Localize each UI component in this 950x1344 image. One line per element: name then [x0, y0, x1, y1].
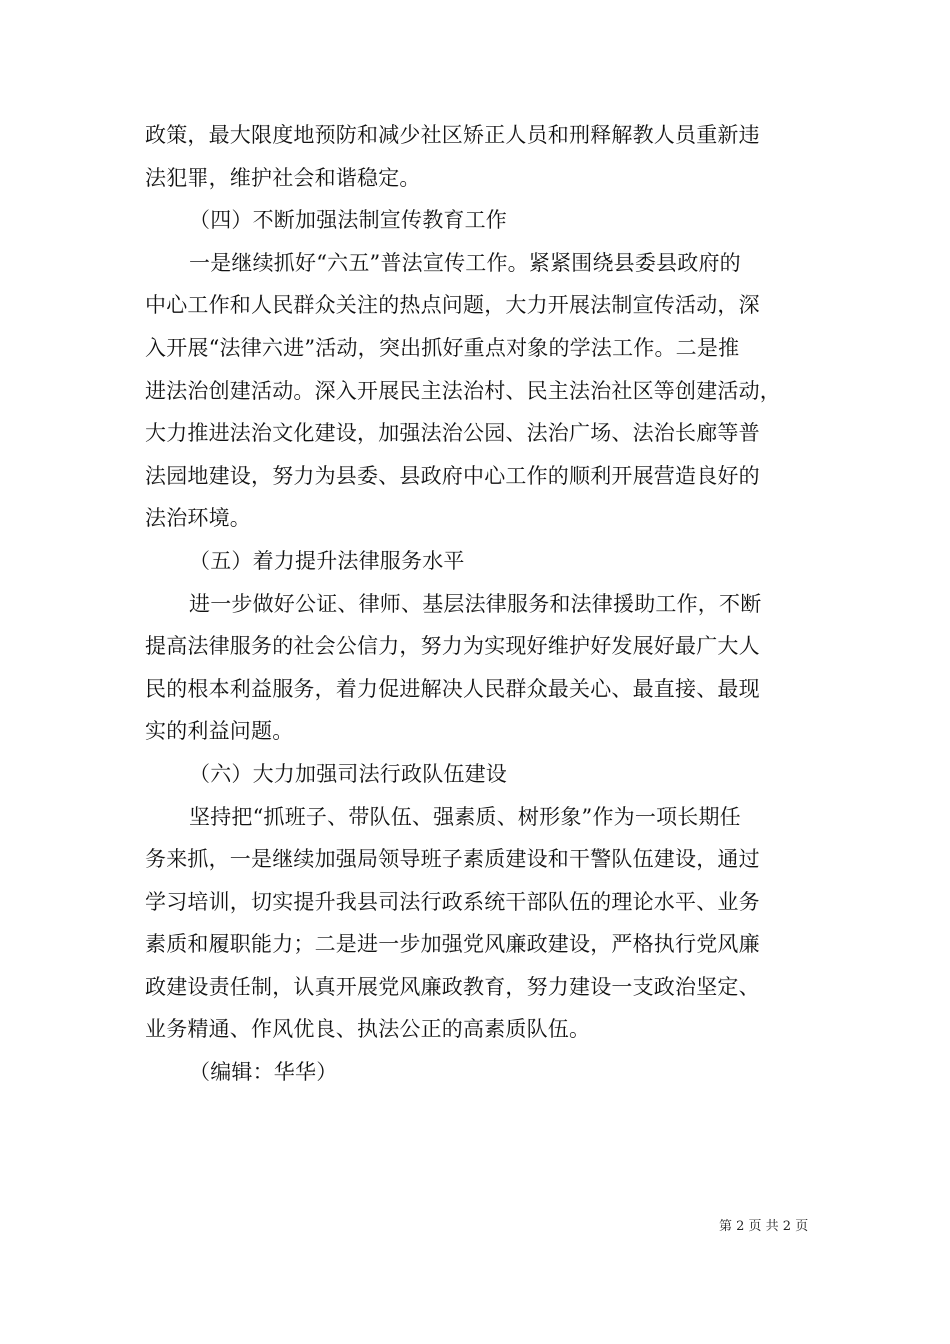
- text-line: 学习培训，切实提升我县司法行政系统干部队伍的理论水平、业务: [145, 889, 760, 914]
- text-line: （六）大力加强司法行政队伍建设: [189, 761, 507, 786]
- text-line: （五）着力提升法律服务水平: [189, 548, 465, 573]
- text-line: 法园地建设，努力为县委、县政府中心工作的顺利开展营造良好的: [145, 463, 760, 488]
- text-line: 务来抓，一是继续加强局领导班子素质建设和干警队伍建设，通过: [145, 847, 760, 872]
- text-line: 中心工作和人民群众关注的热点问题，大力开展法制宣传活动，深: [145, 293, 760, 318]
- text-line: 提高法律服务的社会公信力，努力为实现好维护好发展好最广大人: [145, 634, 760, 659]
- text-line: 入开展“法律六进”活动，突出抓好重点对象的学法工作。二是推: [145, 335, 740, 360]
- document-body: [145, 114, 810, 1094]
- text-line: 民的根本利益服务，着力促进解决人民群众最关心、最直接、最现: [145, 676, 760, 701]
- text-line: 素质和履职能力；二是进一步加强党风廉政建设，严格执行党风廉: [145, 932, 760, 957]
- text-line: 进一步做好公证、律师、基层法律服务和法律援助工作，不断: [189, 591, 762, 616]
- text-line: 一是继续抓好“六五”普法宣传工作。紧紧围绕县委县政府的: [189, 250, 741, 275]
- text-line: 实的利益问题。: [145, 719, 294, 744]
- text-line: 法犯罪，维护社会和谐稳定。: [145, 165, 421, 190]
- text-line: 业务精通、作风优良、执法公正的高素质队伍。: [145, 1017, 591, 1042]
- text-line: （四）不断加强法制宣传教育工作: [189, 208, 507, 233]
- text-line: 坚持把“抓班子、带队伍、强素质、树形象”作为一项长期任: [189, 804, 741, 829]
- text-line: （编辑：华华）: [189, 1060, 338, 1085]
- text-line: 大力推进法治文化建设，加强法治公园、法治广场、法治长廊等普: [145, 421, 760, 446]
- text-line: 进法治创建活动。深入开展民主法治村、民主法治社区等创建活动，: [145, 378, 781, 403]
- text-line: 政建设责任制，认真开展党风廉政教育，努力建设一支政治坚定、: [145, 974, 760, 999]
- text-line: 政策，最大限度地预防和减少社区矫正人员和刑释解教人员重新违: [145, 123, 760, 147]
- page-footer: 第 2 页 共 2 页: [719, 1219, 809, 1234]
- text-line: 法治环境。: [145, 506, 251, 531]
